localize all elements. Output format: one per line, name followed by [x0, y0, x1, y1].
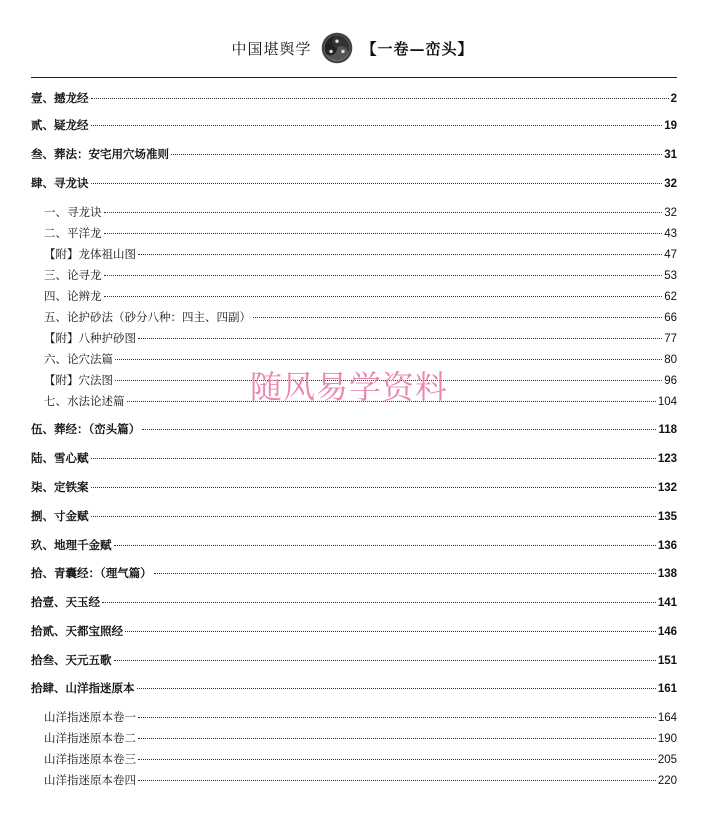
- toc-entry-page: 123: [657, 453, 677, 465]
- toc-entry[interactable]: [31, 566, 677, 581]
- toc-entry-title: 肆、寻龙诀: [31, 176, 89, 190]
- toc-leader-dots: [104, 275, 663, 276]
- toc-entry-page: 141: [657, 597, 677, 609]
- toc-entry[interactable]: [31, 538, 677, 553]
- toc-entry-title: 山洋指迷原本卷三: [44, 752, 136, 766]
- toc-entry-title: 拾、青囊经：（理气篇）: [31, 566, 152, 580]
- toc-entry[interactable]: [31, 422, 677, 437]
- toc-entry-title: 陆、雪心赋: [31, 451, 89, 465]
- toc-entry-page: 2: [670, 93, 677, 105]
- toc-leader-dots: [104, 296, 663, 297]
- toc-leader-dots: [104, 212, 663, 213]
- toc-entry[interactable]: [44, 205, 677, 220]
- toc-entry-page: 118: [658, 424, 677, 436]
- toc-entry[interactable]: [44, 331, 677, 346]
- toc-entry-title: 五、论护砂法（砂分八种：四主、四副）: [44, 310, 251, 324]
- toc-entry[interactable]: [44, 731, 677, 746]
- toc-entry[interactable]: [31, 147, 677, 162]
- toc-leader-dots: [102, 602, 656, 603]
- toc-entry-page: 77: [664, 333, 677, 345]
- toc-entry[interactable]: [31, 480, 677, 495]
- toc-entry[interactable]: [31, 91, 677, 106]
- toc-entry-page: 136: [657, 540, 677, 552]
- toc-entry-page: 220: [657, 775, 677, 787]
- toc-entry-page: 151: [657, 655, 677, 667]
- toc-entry[interactable]: [44, 247, 677, 262]
- toc-entry[interactable]: [31, 118, 677, 133]
- toc-leader-dots: [91, 458, 656, 459]
- toc-leader-dots: [138, 338, 662, 339]
- header-divider: [31, 77, 677, 78]
- toc-entry-title: 叁、葬法：安宅用穴场准则: [31, 147, 169, 161]
- toc-entry-title: 六、论穴法篇: [44, 352, 113, 366]
- toc-entry-page: 66: [664, 312, 677, 324]
- toc-entry-page: 32: [664, 207, 677, 219]
- toc-entry[interactable]: [44, 268, 677, 283]
- swirl-logo-icon: [320, 31, 354, 65]
- toc-entry-page: 138: [657, 568, 677, 580]
- toc-leader-dots: [104, 233, 663, 234]
- toc-leader-dots: [91, 487, 656, 488]
- toc-leader-dots: [114, 660, 656, 661]
- watermark: 随风易学资料: [250, 368, 449, 406]
- toc-leader-dots: [154, 573, 656, 574]
- toc-entry-page: 205: [657, 754, 677, 766]
- toc-leader-dots: [138, 717, 656, 718]
- toc-leader-dots: [114, 545, 656, 546]
- toc-entry-title: 四、论辨龙: [44, 289, 102, 303]
- toc-entry-page: 96: [664, 375, 677, 387]
- toc-entry[interactable]: [31, 653, 677, 668]
- toc-entry-page: 80: [664, 354, 677, 366]
- toc-entry[interactable]: [44, 226, 677, 241]
- header-title: 中国堪舆学: [231, 39, 312, 58]
- toc-leader-dots: [138, 254, 662, 255]
- toc-leader-dots: [91, 516, 656, 517]
- toc-entry-title: 一、寻龙诀: [44, 205, 102, 219]
- toc-entry-title: 三、论寻龙: [44, 268, 102, 282]
- toc-entry-page: 43: [664, 228, 677, 240]
- toc-entry-page: 132: [657, 482, 677, 494]
- toc-entry-title: 拾叁、天元五歌: [31, 653, 112, 667]
- toc-leader-dots: [125, 631, 656, 632]
- toc-entry-title: 拾肆、山洋指迷原本: [31, 681, 135, 695]
- toc-entry[interactable]: [31, 451, 677, 466]
- toc-entry[interactable]: [31, 595, 677, 610]
- toc-entry[interactable]: [44, 710, 677, 725]
- toc-entry[interactable]: [44, 289, 677, 304]
- toc-leader-dots: [115, 359, 662, 360]
- toc-leader-dots: [171, 154, 662, 155]
- toc-entry-title: 【附】八种护砂图: [44, 331, 136, 345]
- toc-entry-page: 135: [657, 511, 677, 523]
- toc-leader-dots: [91, 125, 663, 126]
- toc-entry[interactable]: [31, 624, 677, 639]
- toc-leader-dots: [138, 780, 656, 781]
- toc-leader-dots: [138, 738, 656, 739]
- toc-entry-page: 104: [657, 396, 677, 408]
- toc-entry-title: 七、水法论述篇: [44, 394, 125, 408]
- toc-entry-title: 山洋指迷原本卷二: [44, 731, 136, 745]
- toc-entry[interactable]: [44, 752, 677, 767]
- toc-entry-page: 164: [657, 712, 677, 724]
- toc-entry-page: 161: [657, 683, 677, 695]
- toc-leader-dots: [142, 429, 656, 430]
- toc-entry[interactable]: [31, 509, 677, 524]
- toc-leader-dots: [137, 688, 656, 689]
- toc-entry-title: 柒、定铁案: [31, 480, 89, 494]
- toc-entry-page: 31: [664, 149, 677, 161]
- toc-entry-page: 47: [664, 249, 677, 261]
- toc-entry-title: 拾贰、天都宝照经: [31, 624, 123, 638]
- toc-entry[interactable]: [31, 176, 677, 191]
- toc-entry-title: 壹、撼龙经: [31, 91, 89, 105]
- toc-entry-page: 32: [664, 178, 677, 190]
- page-header: [0, 26, 705, 70]
- toc-entry-title: 伍、葬经：（峦头篇）: [31, 422, 141, 436]
- toc-entry-title: 贰、疑龙经: [31, 118, 89, 132]
- toc-entry-page: 190: [657, 733, 677, 745]
- toc-entry-page: 146: [657, 626, 677, 638]
- toc-entry-title: 【附】龙体祖山图: [44, 247, 136, 261]
- toc-entry-title: 玖、地理千金赋: [31, 538, 112, 552]
- toc-entry-title: 山洋指迷原本卷一: [44, 710, 136, 724]
- toc-entry-page: 53: [664, 270, 677, 282]
- toc-entry-page: 62: [664, 291, 677, 303]
- toc-entry[interactable]: [31, 681, 677, 696]
- toc-leader-dots: [138, 759, 656, 760]
- toc-leader-dots: [253, 317, 662, 318]
- toc-leader-dots: [91, 98, 669, 99]
- toc-entry-title: 捌、寸金赋: [31, 509, 89, 523]
- toc-leader-dots: [91, 183, 663, 184]
- toc-entry-title: 拾壹、天玉经: [31, 595, 100, 609]
- toc-entry[interactable]: [44, 773, 677, 788]
- toc-entry[interactable]: [44, 310, 677, 325]
- toc-entry-title: 【附】穴法图: [44, 373, 113, 387]
- toc-entry-title: 山洋指迷原本卷四: [44, 773, 136, 787]
- header-volume: 【一卷—峦头】: [361, 39, 474, 58]
- toc-entry-page: 19: [664, 120, 677, 132]
- toc-entry-title: 二、平洋龙: [44, 226, 102, 240]
